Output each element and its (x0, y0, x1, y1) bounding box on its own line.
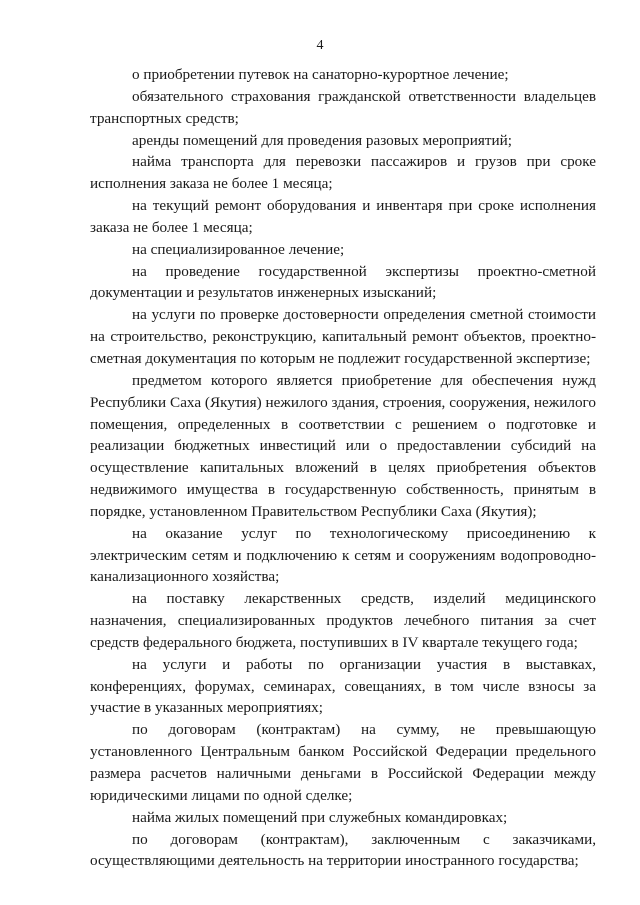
paragraph: на специализированное лечение; (132, 240, 345, 258)
paragraph: аренды помещений для проведения разовых мероприятий; (132, 131, 512, 149)
document-body (90, 64, 596, 872)
paragraph: на текущий ремонт оборудования и инвентаря при сроке исполнения заказа не более 1 месяца; (90, 197, 596, 236)
paragraph: обязательного страхования гражданской ответственности владельцев транспортных средств; (90, 87, 596, 127)
paragraph: по договорам (контрактам), заключенным с заказчиками, осуществляющими деятельность на территории иностранного государства; (90, 830, 596, 870)
paragraph: найма жилых помещений при служебных командировках; (132, 808, 508, 826)
paragraph: по договорам (контрактам) на сумму, не превышающую установленного Центральным банком Российской Федерации предельного размера расчетов наличными деньгами в Российской Федерации между юридическими лицами по одной сделке; (90, 721, 596, 804)
page-number: 4 (316, 38, 324, 53)
paragraph: найма транспорта для перевозки пассажиров и грузов при сроке исполнения заказа не более 1 месяца; (90, 153, 596, 193)
paragraph: предметом которого является приобретение для обеспечения нужд Республики Саха (Якутия) нежилого здания, строения, сооружения, нежилого помещения, определенных в соответствии с решением о подготовке и реализации бюджетных инвестиций или о предоставлении субсидий на осуществление капитальных вложений в целях приобретения объектов недвижимого имущества в государственную собственность, принятым в порядке, установленном Правительством Республики Саха (Якутия); (90, 371, 596, 520)
paragraph: на поставку лекарственных средств, изделий медицинского назначения, специализированных продуктов лечебного питания за счет средств федерального бюджета, поступивших в IV квартале текущего года; (90, 590, 596, 651)
paragraph: на услуги и работы по организации участия в выставках, конференциях, форумах, семинарах, совещаниях, в том числе взносы за участие в указанных мероприятиях; (90, 655, 596, 717)
paragraph: на проведение государственной экспертизы проектно-сметной документации и результатов инженерных изысканий; (90, 262, 596, 302)
paragraph: на оказание услуг по технологическому присоединению к электрическим сетям и подключению к сетям и сооружениям водопроводно-канализационного хозяйства; (90, 524, 596, 586)
paragraph: о приобретении путевок на санаторно-курортное лечение; (132, 66, 509, 83)
paragraph: на услуги по проверке достоверности определения сметной стоимости на строительство, реконструкцию, капитальный ремонт объектов, проектно-сметная документация по которым не подлежит государственной экспертизе; (90, 306, 596, 367)
